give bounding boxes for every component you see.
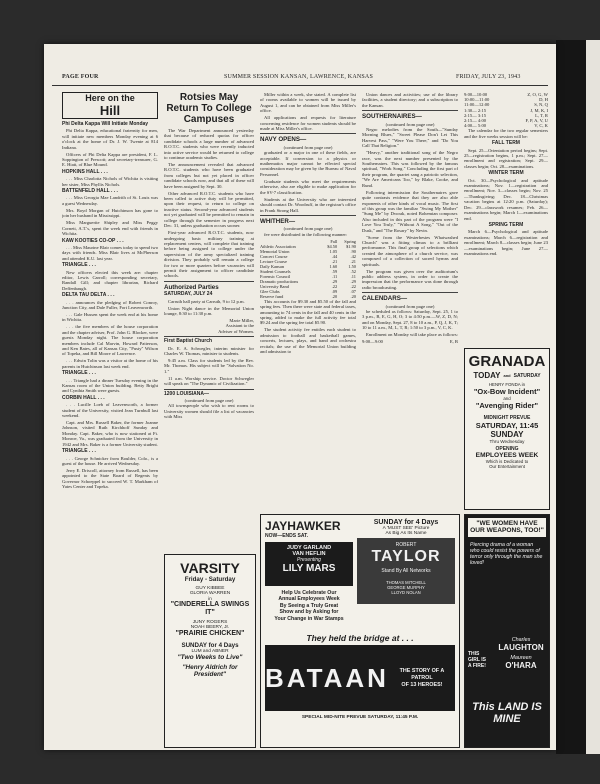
table-row: Lecture Course .21 .21 <box>260 258 356 264</box>
varsity-ad: VARSITY Friday - Saturday GUY KIBBEE GLORIA WARREN in "CINDERELLA SWINGS IT" JUNY ROGERS NOAH BEERY, Jr. "PRAIRIE CHICKEN" SUNDAY for 4 Days LUM and ABNER "Two Weeks to Live" "Henry Aldrich for President" <box>164 554 256 748</box>
granada-ad: GRANADA TODAY and SATURDAY HENRY FONDA in "Ox-Bow Incident" and "Avenging Rider" MIDNIGHT PREVUE SATURDAY, 11:45 SUNDAY Thru Wednesday OPENING EMPLOYEES WEEK Which is Dedicated to Our Entertainment <box>464 348 550 510</box>
table-row: 1:30— 2:15 J, M, K, I <box>464 107 548 113</box>
table-row: Student Counsels .59 .52 <box>260 268 356 274</box>
table-row: 10:00—11:00 D, H <box>464 97 548 103</box>
jayhawker-ad: JAYHAWKER NOW—ENDS SAT. JUDY GARLAND VAN HEFLIN Presenting LILY MARS Help Us Celebrate Our Annual Employees Week By Seeing a Truly Great Show and by Asking for Your Change in War Stamps SUNDAY for 4 Days A 'MUST SEE' Picture As Big As Its Name ROBERT TAYLOR Stand By All Networks THOMAS MITCHELL GEORGE MURPHY LLOYD NOLAN They held the bridge at . . . BATAAN THE STORY OF A PATROL OF 13 HEROES! SPECIAL MID-NITE PREVUE SATURDAY, 11:45 P.M. <box>260 514 460 748</box>
table-row: 4:00— 5:00 V, C, K <box>464 123 548 129</box>
table-row: Daily Kansan 1.60 1.50 <box>260 263 356 269</box>
masthead-rule <box>52 85 548 86</box>
parties-headline: Authorized Parties <box>164 283 219 291</box>
hill-title-box: Here on the Hill <box>62 92 158 119</box>
adjacent-page-edge <box>556 40 600 754</box>
table-row: Forensic Council .11 .11 <box>260 273 356 279</box>
table-row: University Band .22 .22 <box>260 283 356 289</box>
issue-date: FRIDAY, JULY 23, 1943 <box>456 74 521 80</box>
rotsies-column: Rotsies May Return To College Campuses The War Department announced yesterday that because of reduced quotas for officer candidate schools a large number of advanced R.O.T.C. students who were recently inducted into active service would be returned to college to continue academic studies. The announcement revealed that advanced R.O.T.C. students who have been graduated from colleges but not yet placed in officer candidate schools now, and that all of these will have been assigned by Sept. 30. Other advanced R.O.T.C. students who have been called to active duty will be permitted, upon their request, to return to college on inactive status. Second-year advanced students not yet graduated will be permitted to remain in college through the semester in progress next Dec. 31, unless graduation occurs sooner. First-year advanced R.O.T.C. students, now undergoing basic military training at replacement centers, will complete that training before being assigned to college under the supervision of the army specialized training division. They probably will remain a college for two or more quarters before vacancies will permit their assignment to officer candidate schools. Authorized Parties SATURDAY, JULY 24 Carruth hall party at Carruth, 9 to 12 p.m. Union Night dance in the Memorial Union lounge, 8:30 to 11:30 p.m. Marie Miller, Assistant to the Adviser of Women. First Baptist Church Dr. E. A. Schwegler, interim minister for Charles W. Thomas, minister to students. 9:45 a.m. Class for students led by the Rev. Mr. Thomas. His subject will be "Salvation No. 1." 11 a.m. Worship service. Doctor Schwegler will speak on "The Dynamic of Civilization." 1200 LOUISIANA— (continued from page one) All townspeople who wish to rent rooms to University women should file a list of vacancies with Miss <box>164 92 254 420</box>
hill-column: Here on the Hill Phi Delta Kappa Will Initiate Monday Phi Delta Kappa, educational fraternity for men, will initiate new members Monday evening at 6 o'clock at the home of Dr. J. W. Twente at 814 Indiana. Officers of Phi Delta Kappa are president, F. L. Soppington of Prescott; and secretary-treasurer, G. E. Hiatt, of Blue Mound. HOPKINS HALL . . . . . . Miss Charlotta Nichols of Wichita is visiting her sister, Miss Phyllis Nichols. BATTENFELD HALL . . . . . . Miss Georgia Mae Landrith of St. Louis was a guest Wednesday. Mrs. Boyd Morgan of Hutchinson has gone to join her husband in Mississippi. Miss Marguerite Shipley and Miss Peggy Cornett, A.T.'s, spent the week end with friends in Wichita. KAW KOOTIES CO-OP . . . . . . Miss Maurine Blair comes today to spend two days with friends. Miss Blair lives at McPherson and attended K.U. last year. TRIANGLE . . . New officers elected this week are: chapter editor, Lewis Carroll; corresponding secretary, Randall Gill; and chapter librarian, Richard Deffenbaugh. DELTA TAU DELTA . . . . . . announces the pledging of Robert Conroy, Junction City, and Dale Fuller, Fort Leavenworth. . . . Gale Hussen spent the week end at his home in Wichita. . . . the five members of the house corporation and the chapter adviser, Prof. John G. Blocker, were guests Monday night. The house corporation members include Cal Marvin, Howard Patterson, and Ken Bates, all of Kansas City, "Pusty" Wilson of Topeka, and Bill Moore of Lawrence. . . . Edwin Tolin was a visitor at the home of his parents in Hutchinson last week end. TRIANGLE . . . . . . Triangle had a dinner Tuesday evening in the Kansas room of the Union building. Betty Bright and Cynthia Smith were guests. CORBIN HALL . . . . . . Lucille Loeb of Leavenworth, a former student of the University, visited Jean Turnbull last weekend. Capt. and Mrs. Russell Baker, the former Joanne Johnson, visited Ruth Kirchhoff Sunday and Monday. Capt. Baker, who is now stationed at Ft. Monroe, Va., was graduated from the University in 1942 and Mrs. Baker is a former University student. TRIANGLE . . . . . . George Schnicker from Boulder, Colo., is a guest of the house. He arrived Wednesday. Jerry E. Driscoll, attorney from Russell, has been appointed to the State Board of Regents by Governor Schoeppel to succeed W. T. Markham of Yates Center and Topeka. <box>62 93 158 490</box>
table-row: Reserve fund .20 .20 <box>260 293 356 299</box>
this-land-title: This LAND IS MINE <box>472 701 542 725</box>
table-row: 2:15— 3:15 L, T, R <box>464 112 548 118</box>
table-row: Athletic Association $4.50 $1.90 <box>260 243 356 249</box>
rotsies-headline: Rotsies May Return To College Campuses <box>166 92 252 125</box>
table-row: Dramatic productions .29 .29 <box>260 278 356 284</box>
activity-fee-table: Fall Spring Athletic Association $4.50 $1.90 Memorial Union 1.05 .90 Concert Course .44 .42 Lecture Course .21 .21 Daily Kansan 1.60 1.50 Student Counsels .59 .52 Forensic Council .11 .11 Dramatic productions .29 .29 University Band .22 .22 Glee Clubs .09 .07 Reserve fund .20 .20 <box>260 238 356 299</box>
laughton-ad: "WE WOMEN HAVE OUR WEAPONS, TOO!" Piercing drama of a woman who could resist the powers of terror only through the man she loved! THIS GIRL IS A FIRE! Charles LAUGHTON Maureen O'HARA This LAND IS MINE <box>464 514 550 748</box>
table-row: 11:00—12:00 S, N, Q <box>464 102 548 108</box>
bataan-title: BATAAN <box>265 662 389 693</box>
hill-title: Hill <box>99 103 121 118</box>
column-three: Miller within a week, she stated. A complete list of rooms available to women will be issued by August 1, and can be obtained from Miss Miller's office. All applications and requests for literature concerning residence for women students should be made at Miss Miller's office. NAVY OPENS— (continued from page one) graduated or a major in one of these fields, are acceptable. If conversion to a physics or mathematics major cannot be effected special consideration may be given by the Bureau of Naval Personnel. Graduate students who meet the requirements otherwise, also are eligible to make application for the SV-7 classification. Students at the University who are interested should contact Dr. Woodruff, in the registrar's office in Frank Strong Hall. WHITHER— (continued from page one) fee were distributed in the following manner: Fall Spring Athletic Association $4.50 $1.90 Memorial Union 1.05 .90 Concert Course .44 .42 Lecture Course .21 .21 Daily Kansan 1.60 1.50 Student Counsels .59 .52 Forensic Council .11 .11 Dramatic productions .29 .29 University Band .22 .22 Glee Clubs .09 .07 Reserve fund .20 .20 This accounts for $9.30 and $5.50 of the fall and spring fees. Then there were state and federal taxes, amounting to 74 cents in the fall and 40 cents in the spring, added to make the full activity fee total $9.24 and the spring fee total $5.90. The student activity fee entitles each student to admission to football and basketball games, concerts, lectures, plays, and band and orchestra recitals; the use of the Memorial Union building and admission to <box>260 92 356 354</box>
table-row: Concert Course .44 .42 <box>260 253 356 259</box>
table-row: 9:00—10:00 Z, O, G, W <box>464 92 548 97</box>
paper-title: SUMMER SESSION KANSAN, LAWRENCE, KANSAS <box>224 74 374 80</box>
table-row: Glee Clubs .09 .07 <box>260 288 356 294</box>
column-four: Union dances and activities; use of the library facilities, a student directory; and a subscription to the Kansan. SOUTHERNAIRES— (continued from page one) Negro melodies from the South—"Sunday Morning Blues," "Sweet Please Don't Let This Harvest Pass," "Were You There," and "Do You Call That Religion." "Heavy," another traditional song of the Negro race, was the next number presented by the Southernaires. This was followed by the famous spiritual, "Work Song." Concluding the first part of their program, the quartet sang a patriotic selection, "We Are Americans Too," by Blake, Cooke, and Rund. Following intermission the Southernaires gave quite contrasts evidence that they are also able exponents of other kinds of vocal music. The first of this group was the familiar "Swing My Mother" "Sung Me" by Dvorak, noted Bohemian composer. Also included in this part of the program were "I Love You Truly," "Without A Song," "Out of the Dusk," and "The Rosary" by Nevin. "Scene from the Westerbestes Whatwashed Church" was a fitting climax to a brilliant performance. This final group of selections which created the atmosphere of a church service, was composed of a collection of sacred hymns and spirituals. The program was given over the auditorium's public address system, in order to create the impression that the performance was done through radio broadcasting. CALENDARS— (continued from page one) be scheduled as follows: Saturday, Sept. 25, 1 to 3 p.m., B, E, G, H, O; 3 to 4:50 p.m.—W, Z, D, N; and on Monday, Sept. 27, 8 to 10 a.m., P, Q, J, K, T; 10 to 11 a.m., M, L, T, R; 1:50 to 3 p.m., V, C, K. Enrollment on Monday will take place as follows: 9:00—9:00 E, B <box>362 92 458 345</box>
newspaper-page <box>44 44 556 750</box>
column-five: 9:00—10:00 Z, O, G, W 10:00—11:00 D, H 11:00—12:00 S, N, Q 1:30— 2:15 J, M, K, I 2:15— 3:15 L, T, R 2:15— 4:00 F, P, A, V, U 4:00— 5:00 V, C, K The calendar for the two regular semesters and the five weeks session will be: FALL TERM Sept. 25—Orientation period begins; Sept. 25—registration begins, 1 p.m.; Sept. 27—enrollment and registration; Sept. 29—classes begin; Oct. 28—examinations. WINTER TERM Oct. 30—Psychological and aptitude examinations; Nov. 1—registration and enrollment; Nov. 3—classes begin; Nov. 25—Thanksgiving; Dec. 18—Christmas vacation begins at 12:20 p.m. (Saturday); Dec. 29—classwork resumes; Feb. 26—examinations begin; March 1—examinations end. SPRING TERM March 6—Psychological and aptitude examinations; March 6—registration and enrollment; March 8—classes begin; June 23—examinations begin; June 27—examinations end. <box>464 92 548 256</box>
table-row: 2:15— 4:00 F, P, A, V, U <box>464 118 548 124</box>
page-number: PAGE FOUR <box>62 74 99 80</box>
enrollment-schedule <box>464 92 548 128</box>
table-row: Memorial Union 1.05 .90 <box>260 248 356 254</box>
